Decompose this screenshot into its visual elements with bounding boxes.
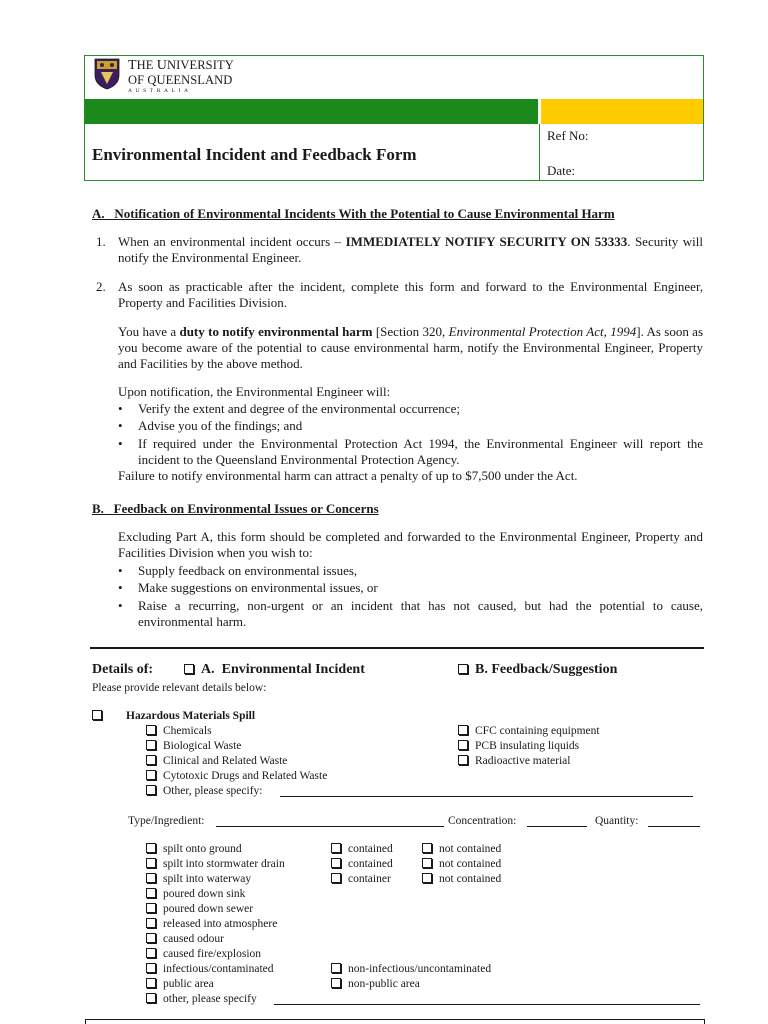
section-b-intro: Excluding Part A, this form should be completed and forwarded to the Environmental Engineer, Property and Facilities Division when you wish to: [118, 529, 703, 560]
section-b-heading: B. Feedback on Environmental Issues or Concerns [92, 501, 379, 516]
bottom-table-edge [85, 1019, 705, 1024]
checkbox-contained[interactable]: contained [331, 842, 393, 856]
item-number: 2. [96, 279, 106, 294]
checkbox[interactable] [146, 948, 156, 958]
details-label: Details of: [92, 662, 154, 677]
checkbox-spilt-waterway[interactable]: spilt into waterway [146, 872, 251, 886]
checkbox-chemicals[interactable]: Chemicals [146, 724, 212, 738]
concentration-field[interactable] [527, 826, 587, 827]
checkbox-spilt-stormwater[interactable]: spilt into stormwater drain [146, 857, 285, 871]
checkbox[interactable] [331, 873, 341, 883]
list-item: • Raise a recurring, non-urgent or an incident that has not caused, but had the potential to cause, environmental harm. [118, 598, 703, 629]
checkbox[interactable] [331, 963, 341, 973]
checkbox-radioactive[interactable]: Radioactive material [458, 754, 570, 768]
quantity-label: Quantity: [595, 815, 639, 827]
ref-no-field[interactable]: Ref No: [547, 128, 589, 143]
other-specify-line-2[interactable] [274, 1004, 700, 1005]
checkbox[interactable] [146, 770, 156, 780]
checkbox-caused-odour[interactable]: caused odour [146, 932, 224, 946]
divider [90, 647, 704, 649]
checkbox[interactable] [146, 963, 156, 973]
list-item: • Supply feedback on environmental issues, [118, 563, 358, 578]
checkbox[interactable] [458, 755, 468, 765]
checkbox-biological-waste[interactable]: Biological Waste [146, 739, 241, 753]
checkbox[interactable] [331, 978, 341, 988]
upon-notification-text: Upon notification, the Environmental Engineer will: [118, 384, 391, 399]
type-ingredient-label: Type/Ingredient: [128, 815, 205, 827]
green-band [85, 99, 538, 124]
list-item: • Make suggestions on environmental issues, or [118, 580, 378, 595]
checkbox[interactable] [146, 740, 156, 750]
university-name: THE UNIVERSITY OF QUEENSLAND [128, 58, 234, 87]
checkbox-spilt-onto-ground[interactable]: spilt onto ground [146, 842, 242, 856]
duty-paragraph: You have a duty to notify environmental harm [Section 320, Environmental Protection Act, 1994]. As soon as you become aware of the potential to cause environmental harm, notify the Environmental Engineer, Property and Facilities by the above method. [118, 324, 703, 371]
list-item: • If required under the Environmental Protection Act 1994, the Environmental Engineer will report the incident to the Queensland Environmental Protection Agency. [118, 436, 703, 467]
checkbox-cytotoxic-drugs[interactable]: Cytotoxic Drugs and Related Waste [146, 769, 327, 783]
checkbox[interactable] [146, 725, 156, 735]
university-crest-icon [94, 58, 120, 90]
checkbox[interactable] [331, 858, 341, 868]
checkbox[interactable] [422, 873, 432, 883]
checkbox[interactable] [146, 843, 156, 853]
checkbox[interactable] [146, 933, 156, 943]
instructions-text: Please provide relevant details below: [92, 682, 267, 694]
checkbox[interactable] [422, 843, 432, 853]
section-a-heading: A. Notification of Environmental Incidents With the Potential to Cause Environmental Harm [92, 206, 615, 221]
checkbox-public-area[interactable]: public area [146, 977, 214, 991]
yellow-band [541, 99, 703, 124]
date-field[interactable]: Date: [547, 163, 576, 178]
checkbox[interactable] [146, 873, 156, 883]
checkbox-other[interactable]: Other, please specify: [146, 784, 263, 798]
checkbox[interactable] [146, 993, 156, 1003]
checkbox-not-contained[interactable]: not contained [422, 872, 501, 886]
checkbox[interactable] [458, 740, 468, 750]
checkbox[interactable] [146, 755, 156, 765]
checkbox[interactable] [146, 858, 156, 868]
checkbox-caused-fire[interactable]: caused fire/explosion [146, 947, 261, 961]
checkbox-pcb-liquids[interactable]: PCB insulating liquids [458, 739, 579, 753]
option-a-environmental-incident[interactable]: A. Environmental Incident [184, 662, 365, 678]
other-specify-line[interactable] [280, 796, 693, 797]
checkbox[interactable] [146, 978, 156, 988]
checkbox[interactable] [331, 843, 341, 853]
checkbox[interactable] [184, 664, 194, 674]
option-b-feedback-suggestion[interactable]: B. Feedback/Suggestion [458, 662, 617, 678]
section-a-item-1: 1. When an environmental incident occurs – IMMEDIATELY NOTIFY SECURITY ON 53333. Security will notify the Environmental Engineer. [96, 234, 703, 265]
list-item: • Advise you of the findings; and [118, 418, 303, 433]
checkbox[interactable] [146, 785, 156, 795]
concentration-label: Concentration: [448, 815, 517, 827]
checkbox-container[interactable]: container [331, 872, 391, 886]
checkbox-contained[interactable]: contained [331, 857, 393, 871]
checkbox-poured-down-sink[interactable]: poured down sink [146, 887, 245, 901]
checkbox-cfc-equipment[interactable]: CFC containing equipment [458, 724, 600, 738]
penalty-text: Failure to notify environmental harm can attract a penalty of up to $7,500 under the Act. [118, 468, 578, 483]
checkbox[interactable] [458, 725, 468, 735]
checkbox[interactable] [146, 918, 156, 928]
checkbox[interactable] [92, 710, 102, 720]
hazardous-materials-spill[interactable]: Hazardous Materials Spill [92, 709, 255, 723]
title-cell-divider [539, 124, 540, 181]
checkbox-clinical-waste[interactable]: Clinical and Related Waste [146, 754, 287, 768]
checkbox[interactable] [146, 888, 156, 898]
checkbox-non-public-area[interactable]: non-public area [331, 977, 420, 991]
checkbox-infectious[interactable]: infectious/contaminated [146, 962, 274, 976]
checkbox-other-specify[interactable]: other, please specify [146, 992, 257, 1006]
checkbox-released-atmosphere[interactable]: released into atmosphere [146, 917, 277, 931]
section-a-item-2: 2. As soon as practicable after the incident, complete this form and forward to the Environmental Engineer, Property and Facilities Division. [96, 279, 703, 310]
checkbox-non-infectious[interactable]: non-infectious/uncontaminated [331, 962, 491, 976]
checkbox-poured-down-sewer[interactable]: poured down sewer [146, 902, 253, 916]
item-number: 1. [96, 234, 106, 249]
form-title: Environmental Incident and Feedback Form [92, 145, 417, 164]
university-country: AUSTRALIA [128, 88, 192, 94]
type-ingredient-field[interactable] [216, 826, 444, 827]
quantity-field[interactable] [648, 826, 700, 827]
checkbox[interactable] [458, 664, 468, 674]
checkbox[interactable] [146, 903, 156, 913]
checkbox-not-contained[interactable]: not contained [422, 842, 501, 856]
checkbox-not-contained[interactable]: not contained [422, 857, 501, 871]
checkbox[interactable] [422, 858, 432, 868]
list-item: • Verify the extent and degree of the environmental occurrence; [118, 401, 460, 416]
